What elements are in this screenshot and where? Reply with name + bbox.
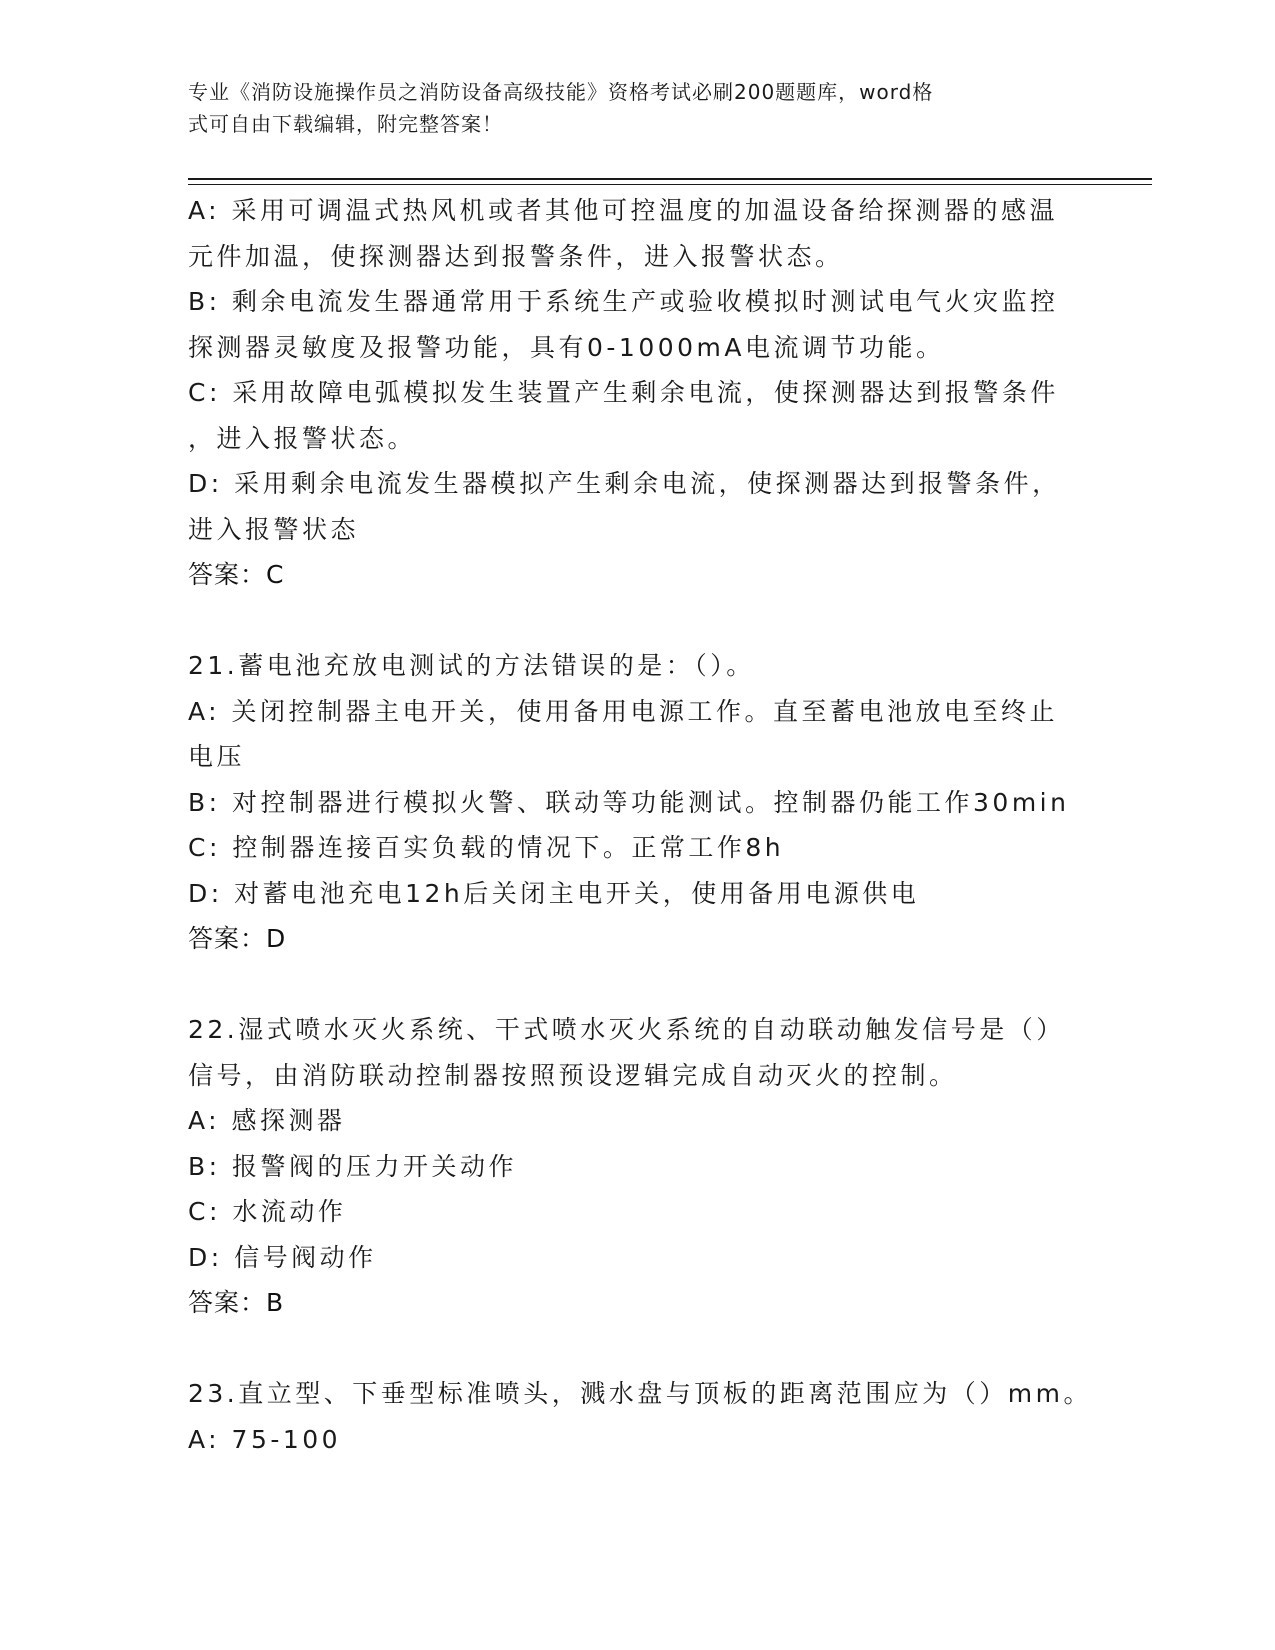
document-header-note xyxy=(188,76,1068,140)
question-21-block xyxy=(188,643,1088,962)
spacer xyxy=(188,598,1088,644)
q22-option-a: A: 感探测器 xyxy=(188,1106,346,1135)
q21-option-a-line-2: 电压 xyxy=(188,742,246,771)
q20-answer: 答案：C xyxy=(188,560,285,589)
q20-option-a-line-1: A: 采用可调温式热风机或者其他可控温度的加温设备给探测器的感温 xyxy=(188,196,1059,225)
header-line-2: 式可自由下载编辑，附完整答案！ xyxy=(188,112,503,136)
q20-option-c-line-2: ，进入报警状态。 xyxy=(188,423,417,453)
q22-option-d: D: 信号阀动作 xyxy=(188,1242,377,1272)
q22-question-line-1: 22.湿式喷水灭火系统、干式喷水灭火系统的自动联动触发信号是（） xyxy=(188,1015,1065,1044)
q21-option-d: D: 对蓄电池充电12h后关闭主电开关，使用备用电源供电 xyxy=(188,878,920,908)
q20-option-c-line-1: C: 采用故障电弧模拟发生装置产生剩余电流，使探测器达到报警条件 xyxy=(188,378,1059,407)
q22-answer: 答案：B xyxy=(188,1288,285,1317)
q20-option-b-line-1: B: 剩余电流发生器通常用于系统生产或验收模拟时测试电气火灾监控 xyxy=(188,287,1059,316)
q20-option-b-line-2: 探测器灵敏度及报警功能，具有0-1000mA电流调节功能。 xyxy=(188,332,945,362)
q20-option-a-line-2: 元件加温，使探测器达到报警条件，进入报警状态。 xyxy=(188,241,844,271)
q22-option-c: C: 水流动作 xyxy=(188,1197,347,1226)
spacer xyxy=(188,962,1088,1008)
q21-answer: 答案：D xyxy=(188,924,287,953)
spacer xyxy=(188,1326,1088,1372)
q20-option-d-line-2: 进入报警状态 xyxy=(188,514,360,544)
q21-option-a-line-1: A: 关闭控制器主电开关，使用备用电源工作。直至蓄电池放电至终止 xyxy=(188,696,1059,726)
q23-question: 23.直立型、下垂型标准喷头，溅水盘与顶板的距离范围应为（）mm。 xyxy=(188,1379,1092,1408)
header-divider-thick xyxy=(188,178,1152,180)
q21-option-b: B: 对控制器进行模拟火警、联动等功能测试。控制器仍能工作30min xyxy=(188,787,1070,817)
q21-option-c: C: 控制器连接百实负载的情况下。正常工作8h xyxy=(188,833,785,862)
question-23-block xyxy=(188,1371,1092,1462)
question-list xyxy=(188,188,1092,1462)
q22-option-b: B: 报警阀的压力开关动作 xyxy=(188,1151,518,1181)
q21-question: 21.蓄电池充放电测试的方法错误的是：（）。 xyxy=(188,651,755,680)
q23-option-a: A: 75-100 xyxy=(188,1424,342,1454)
question-22-block xyxy=(188,1007,1088,1326)
q22-question-line-2: 信号，由消防联动控制器按照预设逻辑完成自动灭火的控制。 xyxy=(188,1060,958,1090)
header-divider-thin xyxy=(188,184,1152,185)
q20-option-d-line-1: D: 采用剩余电流发生器模拟产生剩余电流，使探测器达到报警条件， xyxy=(188,469,1061,498)
header-line-1: 专业《消防设施操作员之消防设备高级技能》资格考试必刷200题题库，word格 xyxy=(188,80,934,104)
question-20-block xyxy=(188,188,1088,598)
